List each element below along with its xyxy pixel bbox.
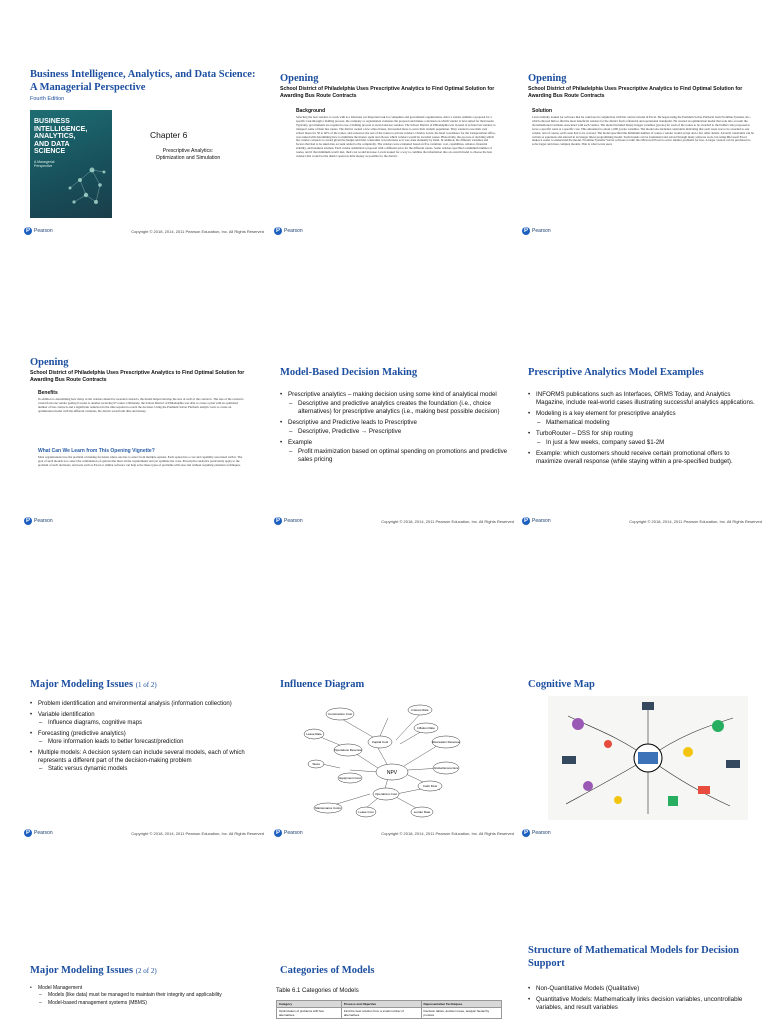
node-label: Operations Cost — [375, 792, 397, 796]
slide-footer — [522, 829, 762, 841]
slide-categories-of-models — [270, 950, 516, 1024]
section-heading: Background — [296, 108, 326, 114]
node-label: Interest Rate — [411, 708, 429, 712]
node-label: Equipment Cost — [339, 776, 361, 780]
slide-opening-benefits — [20, 352, 266, 532]
slide-footer — [522, 227, 762, 239]
node-label: Maintenance Costs — [315, 806, 341, 810]
slide-title-text: Prescriptive Analytics Model Examples — [528, 367, 704, 378]
section-text: Lewis initially looked for software that he could use in conjunction with his contract model in Excel. He began using the Premium Solver Platform from Frontline Systems, Inc., which allowed him to find the most beneficial vendors for the district from a financial and operational standpoint. He created an optimization model that took into account the aforementioned variables associated with each vendor. The model included binary integer variables (yes/no) for each of the routes to be awarded to the bidders who proposed to serve a specific route at a specific cost. This amounted to about 1,600 yes/no variables. The model also included constraints indicating that each route was to be awarded to one vendor, and of course, each route had to be covered. The model specified the minimum number of routes a vendor would accept and a few other details. All such constraints can be written as equations and entered in an integer linear programming model. Such models can be formulated and solved through many software tools, but using Microsoft Excel makes it easier to understand the model. Frontline Systems' Solver software is built into Microsoft Excel to solve smaller problems for free. A larger version can be purchased to solve larger and more complex models. That is what Lewis used. — [532, 116, 754, 147]
bullet-item: • Model Management — [30, 985, 258, 991]
bullet-subitem: – Model-based management systems (MBMS) — [30, 1000, 258, 1006]
pearson-logo: P Pearson — [523, 228, 551, 234]
slide-subtitle: School District of Philadelphia Uses Prescriptive Analytics to Find Optimal Solution for Awarding Bus Route Contracts — [30, 370, 245, 383]
bullet-subitem: – More information leads to better forecast/prediction — [30, 739, 258, 747]
bullet-item: • Descriptive and Predictive leads to Prescriptive — [280, 419, 508, 427]
node-label: Global Economics — [433, 766, 459, 770]
pearson-logo: P Pearson — [25, 830, 53, 836]
bullet-subitem: – Influence diagrams, cognitive maps — [30, 720, 258, 728]
section-heading: Benefits — [38, 390, 58, 396]
node-label: Recreation Revenue — [432, 740, 460, 744]
table-header: Representative Techniques — [421, 1001, 501, 1008]
table-header: Category — [277, 1001, 342, 1008]
slide-subtitle: School District of Philadelphia Uses Prescriptive Analytics to Find Optimal Solution for Awarding Bus Route Contracts — [528, 86, 743, 99]
bullet-item: • Problem identification and environmental analysis (information collection) — [30, 701, 258, 709]
slide-footer — [24, 829, 264, 841]
node-label: Lease Rate — [306, 732, 322, 736]
slide-title-text: Cognitive Map — [528, 679, 595, 690]
bullet-item: • TurboRouter – DSS for ship routing — [528, 430, 756, 438]
bullet-item: • INFORMS publications such as Interfaces, ORMS Today, and Analytics Magazine, include real-world cases illustrating successful analytics applications. — [528, 391, 756, 407]
table-header: Process and Objective — [341, 1001, 421, 1008]
copyright-text: Copyright © 2018, 2014, 2011 Pearson Education, Inc. All Rights Reserved — [381, 831, 514, 836]
copyright-text: Copyright © 2018, 2014, 2011 Pearson Education, Inc. All Rights Reserved — [381, 519, 514, 524]
slide-title-text: Major Modeling Issues (1 of 2) — [30, 679, 157, 690]
categories-table — [276, 1000, 502, 1019]
node-label: Operations Revenue — [334, 748, 362, 752]
bullet-item: • Example — [280, 439, 508, 447]
section-heading: Solution — [532, 108, 552, 114]
slide-structure-math-models — [518, 940, 764, 1024]
section-heading-2: What Can We Learn from This Opening Vignette? — [38, 448, 155, 454]
slide-footer — [522, 517, 762, 529]
node-label: Lease Cost — [358, 810, 374, 814]
node-label: Construction Cost — [328, 712, 352, 716]
bullet-list — [280, 388, 508, 464]
bullet-item: • Example: which customers should receive certain promotional offers to maximize overall response (while staying within a pre-specified budget). — [528, 450, 756, 466]
slide-influence-diagram — [270, 664, 516, 844]
node-label: Inflation Rate — [417, 726, 435, 730]
chapter-subtitle: Prescriptive Analytics: Optimization and Simulation — [155, 148, 221, 161]
chapter-label: Chapter 6 — [150, 130, 188, 140]
copyright-text: Copyright © 2018, 2014, 2011 Pearson Education, Inc. All Rights Reserved — [629, 519, 762, 524]
slide-model-based-decision-making — [270, 352, 516, 532]
slide-opening-solution — [518, 62, 764, 242]
slide-title-text: Opening — [30, 357, 69, 368]
bullet-item: • Modeling is a key element for prescriptive analytics — [528, 410, 756, 418]
node-label: Lender Rate — [413, 810, 431, 814]
bullet-item: • Forecasting (predictive analytics) — [30, 731, 258, 739]
bullet-subitem: – In just a few weeks, company saved $1-2M — [528, 439, 756, 447]
table-row: Optimization of problems with few alternatives Find the best solution from a small number of alternatives Decision tables, decision trees, analytic hierarchy process — [277, 1008, 502, 1019]
node-label: Cash Flow — [422, 784, 438, 788]
bullet-item: • Variable identification — [30, 712, 258, 720]
cognitive-map-sketch — [548, 696, 748, 820]
bullet-subitem: – Mathematical modeling — [528, 419, 756, 427]
bullet-list — [528, 388, 756, 466]
slide-title — [20, 62, 266, 242]
bullet-item: • Non-Quantitative Models (Qualitative) — [528, 985, 756, 993]
pearson-logo: P Pearson — [523, 518, 551, 524]
slide-title-text: Model-Based Decision Making — [280, 367, 418, 378]
bullet-subitem: – Static versus dynamic models — [30, 766, 258, 774]
slide-subtitle: School District of Philadelphia Uses Prescriptive Analytics to Find Optimal Solution for Awarding Bus Route Contracts — [280, 86, 495, 99]
slide-title-text: Opening — [528, 73, 567, 84]
bullet-subitem: – Models (like data) must be managed to maintain their integrity and applicability — [30, 992, 258, 998]
slide-major-modeling-issues-1 — [20, 664, 266, 844]
section-text: Selecting the best vendors to work with is a laborious yet important task for companies and government organizations. After a vendor submits a proposal for a specific task through a bidding process, the company or organization evaluates the proposal and makes a decision on which vendor is best suited for their needs. Typically, governments are required to use a bidding process to award and use vendors. The School District of Philadelphia was in need of private bus vendors to transport some of their bus routes. The district owned a few school buses, but needed more to serve their student population. They wanted to use their own school buses for 30 to 40% of the routes, and outsource the rest of the routes to private vendors. Charles Lewis, the head coordinator for the transportation office, was tasked with determining how to minimize the money spent and choose which vendors would be awarded routes. Historically, the process of deciding which bus vendor contracts to award given the budget and time constraints was laborious as it was done manually by hand. In addition, the different variables and factors that had to be taken into account added to the complexity. The vendors were evaluated based on five variables: cost, capabilities, reliance, financial stability, and business acumen. Each vendor submitted a proposal with a different price for the different routes. Some vendors specified a minimum number of routes, and if that minimum wasn't met, their cost would increase. Lewis looked for a way to combine the information into an overall model to choose the best vendors that would let the district spend as little money as possible for the district. — [296, 116, 496, 159]
slide-title-text: Major Modeling Issues (2 of 2) — [30, 965, 157, 976]
slide-title-text: Opening — [280, 73, 319, 84]
bullet-list — [30, 982, 258, 1006]
pearson-logo: P Pearson — [275, 228, 303, 234]
slide-footer — [24, 517, 264, 529]
influence-diagram — [270, 698, 516, 828]
copyright-text: Copyright © 2018, 2014, 2011 Pearson Education, Inc. All Rights Reserved — [131, 229, 264, 234]
bullet-subitem: – Descriptive and predictive analytics creates the foundation (i.e., choice alternatives) for prescriptive analytics (i.e., making best possible decision) — [280, 400, 508, 416]
slide-footer — [24, 227, 264, 239]
table-title: Table 6.1 Categories of Models — [276, 988, 359, 994]
slide-title-text: Influence Diagram — [280, 679, 365, 690]
bullet-list — [30, 698, 258, 774]
node-label: Capital Cost — [371, 740, 389, 744]
slide-prescriptive-model-examples — [518, 352, 764, 532]
cover-subtitle: A Managerial Perspective — [34, 160, 55, 168]
pearson-logo: P Pearson — [275, 518, 303, 524]
book-cover — [30, 110, 112, 218]
pearson-logo: P Pearson — [275, 830, 303, 836]
copyright-text: Copyright © 2018, 2014, 2011 Pearson Education, Inc. All Rights Reserved — [131, 831, 264, 836]
bullet-subitem: – Profit maximization based on optimal spending on promotions and predictive sales pricing — [280, 448, 508, 464]
section-text: In addition to determining how many of the vendors should be awarded contracts, the model helped develop the size of each of the contracts. The size of the contracts varied from one vendor getting 6 routes to another receiving 97 routes. Ultimately, the School District of Philadelphia was able to create a plan with an optimized number of bus contracts and a significant reduction in the time required to reach the decision. Using the Premium Solver Platform analytic tools to create an optimization model with the different variables, the district saved both time and money. — [38, 398, 244, 413]
bullet-subitem: – Descriptive, Predictive → Prescriptive — [280, 428, 508, 436]
edition-label: Fourth Edition — [30, 96, 65, 102]
bullet-item: • Multiple models: A decision system can include several models, each of which represents a different part of the decision-making problem — [30, 750, 258, 765]
slide-footer — [274, 227, 514, 239]
section-text-2: Most organizations face the problem of making decisions where one has to select from multiple options. Each option has a cost and capability associated with it. The goal of such models is to select the combination of options that meet all the requirements and yet optimize the costs. Prescriptive analytics particularly apply to the problem of such decisions, and tools such as Excel or similar software can help solve these types of problems with ease and without requiring extensive techniques. — [38, 456, 243, 467]
bullet-item: • Quantitative Models: Mathematically links decision variables, uncontrollable variables, and result variables — [528, 996, 756, 1012]
bullet-list — [528, 982, 756, 1012]
node-label: Taxes — [312, 762, 320, 766]
slide-title-text: Categories of Models — [280, 965, 375, 976]
slide-title-text: Structure of Mathematical Models for Decision Support — [528, 945, 740, 969]
pearson-logo: P Pearson — [523, 830, 551, 836]
pearson-logo: P Pearson — [25, 228, 53, 234]
slide-major-modeling-issues-2 — [20, 950, 266, 1024]
pearson-logo: P Pearson — [25, 518, 53, 524]
node-label: NPV — [386, 770, 398, 776]
slide-footer — [274, 829, 514, 841]
slide-opening-background — [270, 62, 516, 242]
cover-title: BUSINESS INTELLIGENCE, ANALYTICS, AND DATA SCIENCE — [34, 118, 88, 156]
slide-title-text: Business Intelligence, Analytics, and Data Science: A Managerial Perspective — [30, 69, 256, 93]
slide-cognitive-map — [518, 664, 764, 844]
bullet-item: • Prescriptive analytics – making decision using some kind of analytical model — [280, 391, 508, 399]
slide-footer — [274, 517, 514, 529]
